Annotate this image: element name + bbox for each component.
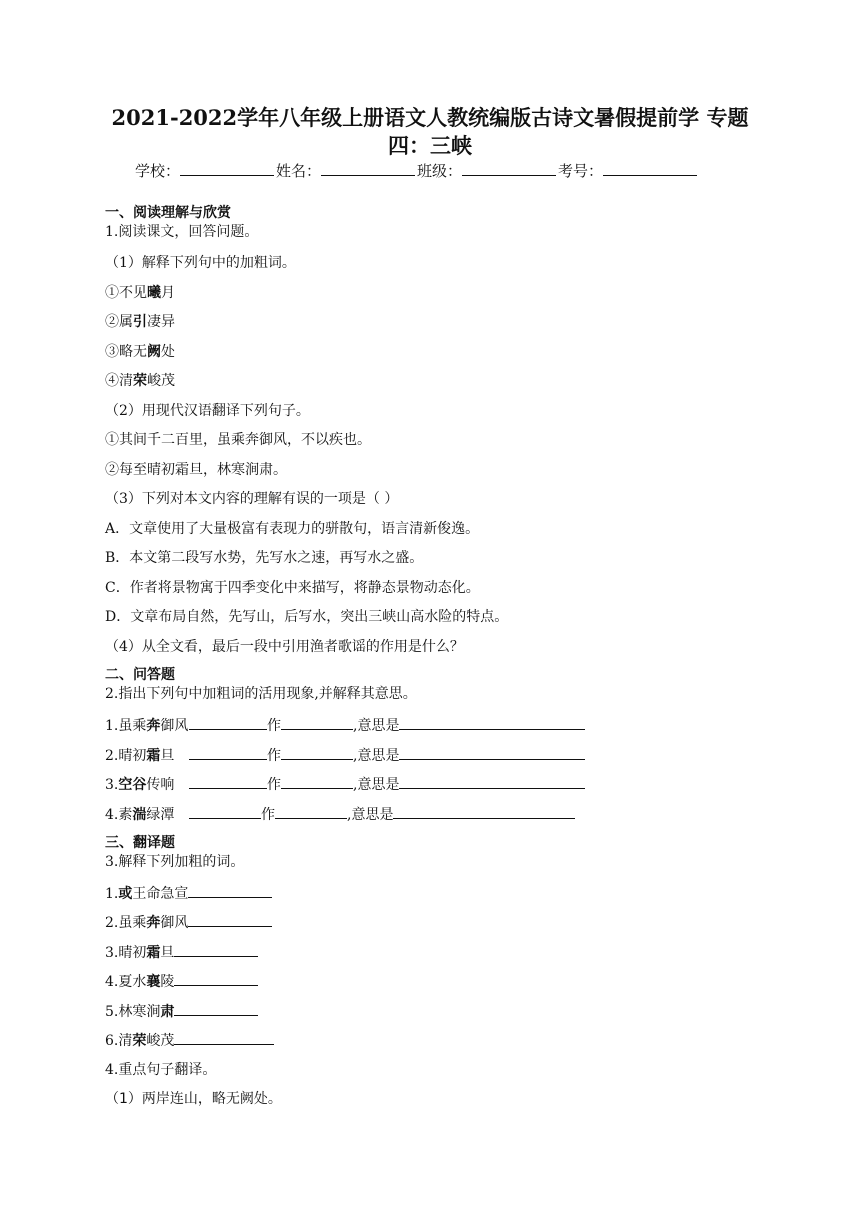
name-blank[interactable]	[321, 161, 415, 176]
section-2-heading: 二、问答题	[105, 667, 175, 683]
option-d: D．文章布局自然，先写山，后写水，突出三峡山高水险的特点。	[105, 609, 509, 625]
q2-item-4: 4.素湍绿潭 作 ,意思是	[105, 805, 575, 824]
q3-item-6: 6.清荣峻茂	[105, 1031, 274, 1050]
bold-word: 引	[133, 314, 147, 330]
q3-item-3: 3.晴初霜旦	[105, 943, 258, 962]
document-title	[100, 104, 760, 160]
q2-item-2: 2.晴初霜旦 作 ,意思是	[105, 746, 585, 765]
q1-part-2: （2）用现代汉语翻译下列句子。	[105, 403, 310, 419]
answer-blank[interactable]	[281, 775, 353, 789]
q1-sentence-2: ②每至晴初霜旦，林寒涧肃。	[105, 462, 287, 478]
q3-item-2: 2.虽乘奔御风	[105, 913, 272, 932]
bold-word: 曦	[147, 285, 161, 301]
q1-part-3: （3）下列对本文内容的理解有误的一项是（ ）	[105, 491, 399, 507]
class-blank[interactable]	[462, 161, 556, 176]
option-a: A．文章使用了大量极富有表现力的骈散句，语言清新俊逸。	[105, 521, 480, 537]
q3-item-1: 1.或王命急宣	[105, 884, 272, 903]
q1-part-1: （1）解释下列句中的加粗词。	[105, 255, 296, 271]
q1-part-4: （4）从全文看，最后一段中引用渔者歌谣的作用是什么？	[105, 639, 464, 655]
answer-blank[interactable]	[174, 943, 258, 957]
answer-blank[interactable]	[281, 716, 353, 730]
option-b: B．本文第二段写水势，先写水之速，再写水之盛。	[105, 550, 424, 566]
q1-word-2: ②属引凄异	[105, 314, 175, 330]
q1-word-3: ③略无阙处	[105, 344, 175, 360]
option-c: C．作者将景物寓于四季变化中来描写，将静态景物动态化。	[105, 580, 480, 596]
q1-sentence-1: ①其间千二百里，虽乘奔御风，不以疾也。	[105, 432, 371, 448]
q4-sentence-1: （1）两岸连山，略无阙处。	[105, 1091, 282, 1107]
q1-word-1: ①不见曦月	[105, 285, 175, 301]
question-3: 3.解释下列加粗的词。	[105, 854, 245, 870]
exam-no-blank[interactable]	[603, 161, 697, 176]
answer-blank[interactable]	[189, 805, 261, 819]
answer-blank[interactable]	[189, 746, 267, 760]
answer-blank[interactable]	[189, 775, 267, 789]
student-info-line	[135, 160, 699, 181]
q3-item-4: 4.夏水襄陵	[105, 972, 258, 991]
answer-blank[interactable]	[399, 746, 585, 760]
q2-item-3: 3.空谷传响 作 ,意思是	[105, 775, 585, 794]
question-1: 1.阅读课文，回答问题。	[105, 224, 259, 240]
answer-blank[interactable]	[174, 1002, 258, 1016]
q1-word-4: ④清荣峻茂	[105, 373, 175, 389]
section-1-heading: 一、阅读理解与欣赏	[105, 205, 231, 221]
title-line-1: 2021-2022学年八年级上册语文人教统编版古诗文暑假提前学 专题	[111, 105, 749, 130]
school-blank[interactable]	[180, 161, 274, 176]
q2-item-1: 1.虽乘奔御风 作 ,意思是	[105, 716, 585, 735]
bold-word: 阙	[147, 344, 161, 360]
answer-blank[interactable]	[281, 746, 353, 760]
question-4: 4.重点句子翻译。	[105, 1062, 217, 1078]
class-label: 班级：	[417, 162, 463, 180]
answer-blank[interactable]	[188, 884, 272, 898]
answer-blank[interactable]	[399, 716, 585, 730]
bold-word: 荣	[133, 373, 147, 389]
answer-blank[interactable]	[188, 913, 272, 927]
school-label: 学校：	[135, 162, 181, 180]
answer-blank[interactable]	[189, 716, 267, 730]
exam-no-label: 考号：	[558, 162, 604, 180]
answer-blank[interactable]	[275, 805, 347, 819]
name-label: 姓名：	[276, 162, 322, 180]
q3-item-5: 5.林寒涧肃	[105, 1002, 258, 1021]
answer-blank[interactable]	[174, 1031, 274, 1045]
answer-blank[interactable]	[174, 972, 258, 986]
answer-blank[interactable]	[399, 775, 585, 789]
answer-blank[interactable]	[393, 805, 575, 819]
title-line-2: 四：三峡	[388, 133, 472, 158]
question-2: 2.指出下列句中加粗词的活用现象,并解释其意思。	[105, 686, 417, 702]
section-3-heading: 三、翻译题	[105, 835, 175, 851]
